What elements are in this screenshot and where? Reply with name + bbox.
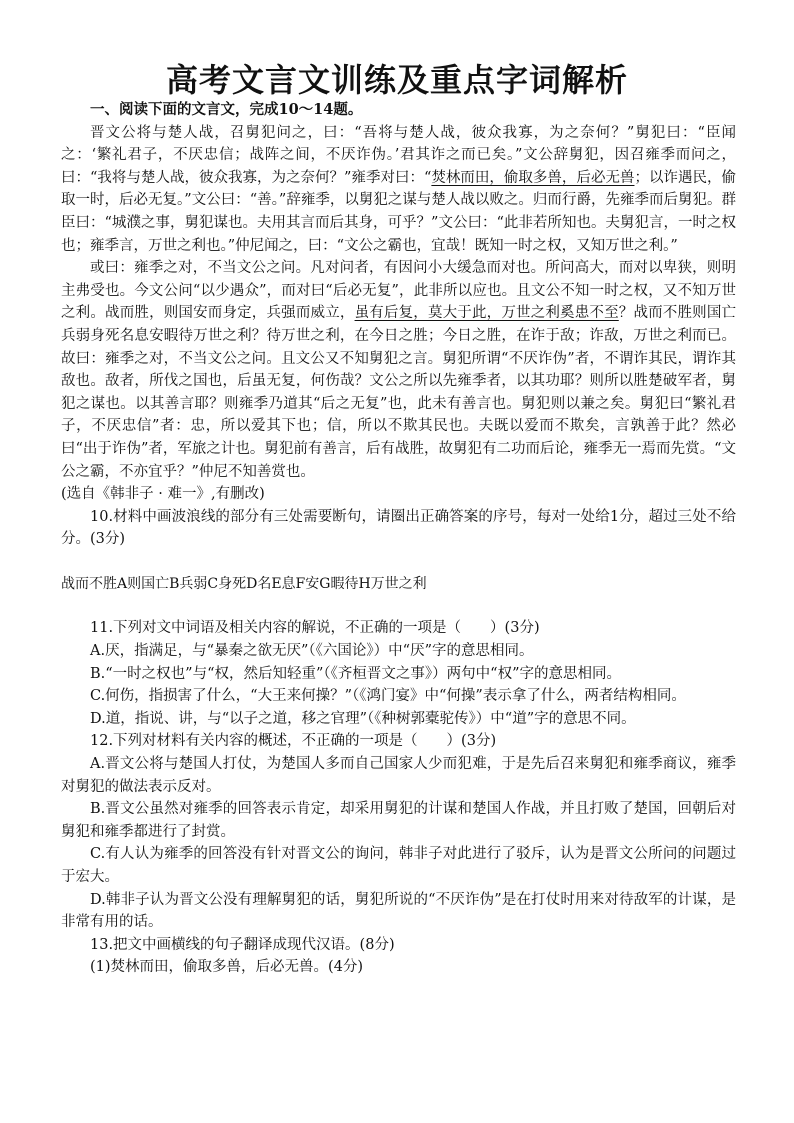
question-11-stem: 11.下列对文中词语及相关内容的解说，不正确的一项是（ ）(3分): [90, 620, 540, 637]
question-13-stem: 13.把文中画横线的句子翻译成现代汉语。(8分): [90, 936, 395, 953]
passage-paragraph-1: [61, 122, 736, 258]
q13-subquestion-1: (1)焚林而田，偷取多兽，后必无兽。(4分): [90, 959, 364, 976]
question-10: 10.材料中画波浪线的部分有三处需要断句，请圈出正确答案的序号，每对一处给1分，超过三处不给分。(3分): [61, 508, 736, 548]
q12-option-d: D.韩非子认为晋文公没有理解舅犯的话，舅犯所说的“不厌诈伪”是在打仗时用来对待敌军的计谋，是非常有用的话。: [61, 891, 736, 931]
page-title: 高考文言文训练及重点字词解析: [165, 61, 628, 99]
q12-option-b: B.晋文公虽然对雍季的回答表示肯定，却采用舅犯的计谋和楚国人作战，并且打败了楚国，回朝后对舅犯和雍季都进行了封赏。: [61, 801, 736, 840]
underlined-sentence-2: 虽有后复，莫大于此，万世之利奚患不至: [354, 305, 619, 322]
question-12-stem: 12.下列对材料有关内容的概述，不正确的一项是（ ）(3分): [90, 733, 497, 750]
q12-option-a: A.晋文公将与楚国人打仗，为楚国人多而自己国家人少而犯难，于是先后召来舅犯和雍季商议，雍季对舅犯的做法表示反对。: [61, 756, 736, 795]
passage-text: 或曰：雍季之对，不当文公之问。凡对问者，有因问小大缓急而对也。所问高大，而对以卑狭，则明主弗受也。今文公问“以少遇众”，而对曰“后必无复”，此非所以应也。且文公不知一时之权，又不知万世之利。战而胜，则国安而身定，兵强而威立，: [61, 260, 736, 322]
passage-text: ？战而不胜则国亡兵弱身死名息安暇待万世之利？待万世之利，在今日之胜；今日之胜，在诈于敌；诈敌，万世之利而已。故曰：雍季之对，不当文公之问。且文公又不知舅犯之言。舅犯所谓“不厌诈伪”者，不谓诈其民，谓诈其敌也。敌者，所伐之国也，后虽无复，何伤哉？文公之所以先雍季者，以其功耶？则所以胜楚破军者，舅犯之谋也。以其善言耶？则雍季乃道其“后之无复”也，此未有善言也。舅犯则以兼之矣。舅犯曰“繁礼君子，不厌忠信”者：忠，所以爱其下也；信，所以不欺其民也。夫既以爱而不欺矣，言孰善于此？然必曰“出于诈伪”者，军旅之计也。舅犯前有善言，后有战胜，故舅犯有二功而后论，雍季无一焉而先赏。“文公之霸，不亦宜乎？”仲尼不知善赏也。: [61, 305, 737, 480]
q11-option-d: D.道，指说、讲，与“以子之道，移之官理”（《种树郭橐驼传》）中“道”字的意思不同。: [90, 710, 636, 727]
underlined-sentence-1: 焚林而田，偷取多兽，后必无兽: [431, 169, 635, 186]
source-citation: (选自《韩非子 · 难一》,有删改): [61, 486, 265, 503]
q11-option-c: C.何伤，指损害了什么，“大王来何操？”（《鸿门宴》中“何操”表示拿了什么，两者结构相同。: [90, 688, 686, 705]
q12-option-c: C.有人认为雍季的回答没有针对晋文公的询问，韩非子对此进行了驳斥，认为是晋文公所问的问题过于宏大。: [61, 846, 736, 885]
passage-text: 晋文公将与楚人战，召舅犯问之，曰：“吾将与楚人战，彼众我寡，为之奈何？”舅犯曰：“臣闻之：‘繁礼君子，不厌忠信；战阵之间，不厌诈伪。’君其诈之而已矣。”文公辞舅犯，因召雍季而问之，曰：“我将与楚人战，彼众我寡，为之奈何？”雍季对曰：“: [61, 124, 736, 186]
document-body: [61, 99, 736, 979]
q11-option-a: A.厌，指满足，与“暴秦之欲无厌”（《六国论》）中“厌”字的意思相同。: [90, 643, 534, 660]
spacer: [61, 595, 736, 617]
passage-text: ；以诈遇民，偷取一时，后必无复。”文公曰：“善。”辞雍季，以舅犯之谋与楚人战以败之。归而行爵，先雍季而后舅犯。群臣曰：“城濮之事，舅犯谋也。夫用其言而后其身，可乎？”文公曰：“此非若所知也。夫舅犯言，一时之权也；雍季言，万世之利也。”仲尼闻之，曰：“文公之霸也，宜哉！既知一时之权，又知万世之利。”: [61, 169, 737, 254]
q10-segmented-sentence: 战而不胜A则国亡B兵弱C身死D名E息F安G暇待H万世之利: [61, 575, 427, 592]
section-heading: 一、阅读下面的文言文，完成10～14题。: [90, 101, 363, 118]
spacer: [61, 551, 736, 573]
q11-option-b: B.“一时之权也”与“权，然后知轻重”（《齐桓晋文之事》）两句中“权”字的意思相同。: [90, 665, 621, 682]
passage-paragraph-2: [61, 257, 736, 483]
